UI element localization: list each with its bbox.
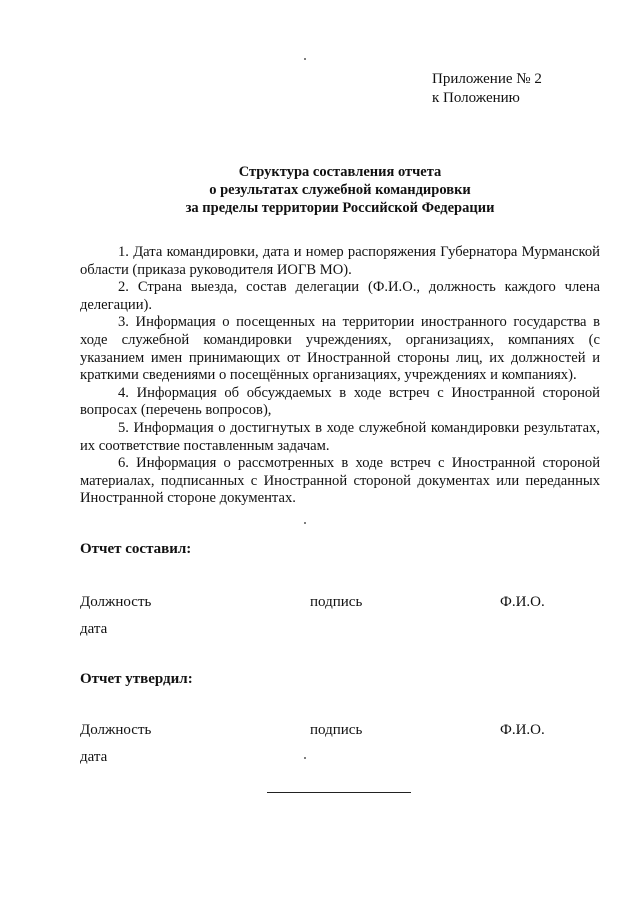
title-line-3: за пределы территории Российской Федерации — [185, 200, 495, 216]
compiled-position-label: Должность — [80, 594, 152, 610]
compiled-name-label: Ф.И.О. — [500, 594, 545, 610]
appendix-regulation: к Положению — [432, 90, 520, 106]
report-item-4: 4. Информация об обсуждаемых в ходе встреч с Иностранной стороной вопросах (перечень вопросов), — [80, 384, 600, 419]
scan-speck — [304, 757, 306, 759]
report-item-5: 5. Информация о достигнутых в ходе служебной командировки результатах, их соответствие поставленным задачам. — [80, 419, 600, 454]
title-line-2: о результатах служебной командировки — [209, 182, 471, 198]
scan-speck — [304, 58, 306, 60]
compiled-signature-label: подпись — [310, 594, 363, 610]
approved-name-label: Ф.И.О. — [500, 722, 545, 738]
approved-signature-label: подпись — [310, 722, 363, 738]
scan-speck — [304, 522, 306, 524]
title-line-1: Структура составления отчета — [238, 164, 442, 180]
report-item-1: 1. Дата командировки, дата и номер распоряжения Губернатора Мурманской области (приказа руководителя ИОГВ МО). — [80, 244, 600, 278]
closing-rule — [267, 792, 411, 793]
compiled-date-label: дата — [80, 621, 108, 637]
report-item-3: 3. Информация о посещенных на территории иностранного государства в ходе служебной командировки учреждениях, организациях, компаниях (с указанием имен принимающих от Иностранной стороны лиц, их должностей и краткими сведениями о посещённых организациях, учреждениях и компаниях). — [80, 314, 600, 384]
approved-heading: Отчет утвердил: — [80, 671, 193, 687]
appendix-reference — [432, 70, 542, 108]
approved-position-label: Должность — [80, 722, 152, 738]
report-item-6: 6. Информация о рассмотренных в ходе встреч с Иностранной стороной материалах, подписанных с Иностранной стороной документах или переданных Иностранной стороне документах. — [80, 455, 600, 507]
document-title — [80, 163, 600, 217]
compiled-heading: Отчет составил: — [80, 541, 192, 557]
report-item-2: 2. Страна выезда, состав делегации (Ф.И.О., должность каждого члена делегации). — [80, 279, 600, 313]
report-items-list — [80, 244, 600, 508]
appendix-number: Приложение № 2 — [432, 71, 542, 87]
approved-date-label: дата — [80, 749, 108, 765]
